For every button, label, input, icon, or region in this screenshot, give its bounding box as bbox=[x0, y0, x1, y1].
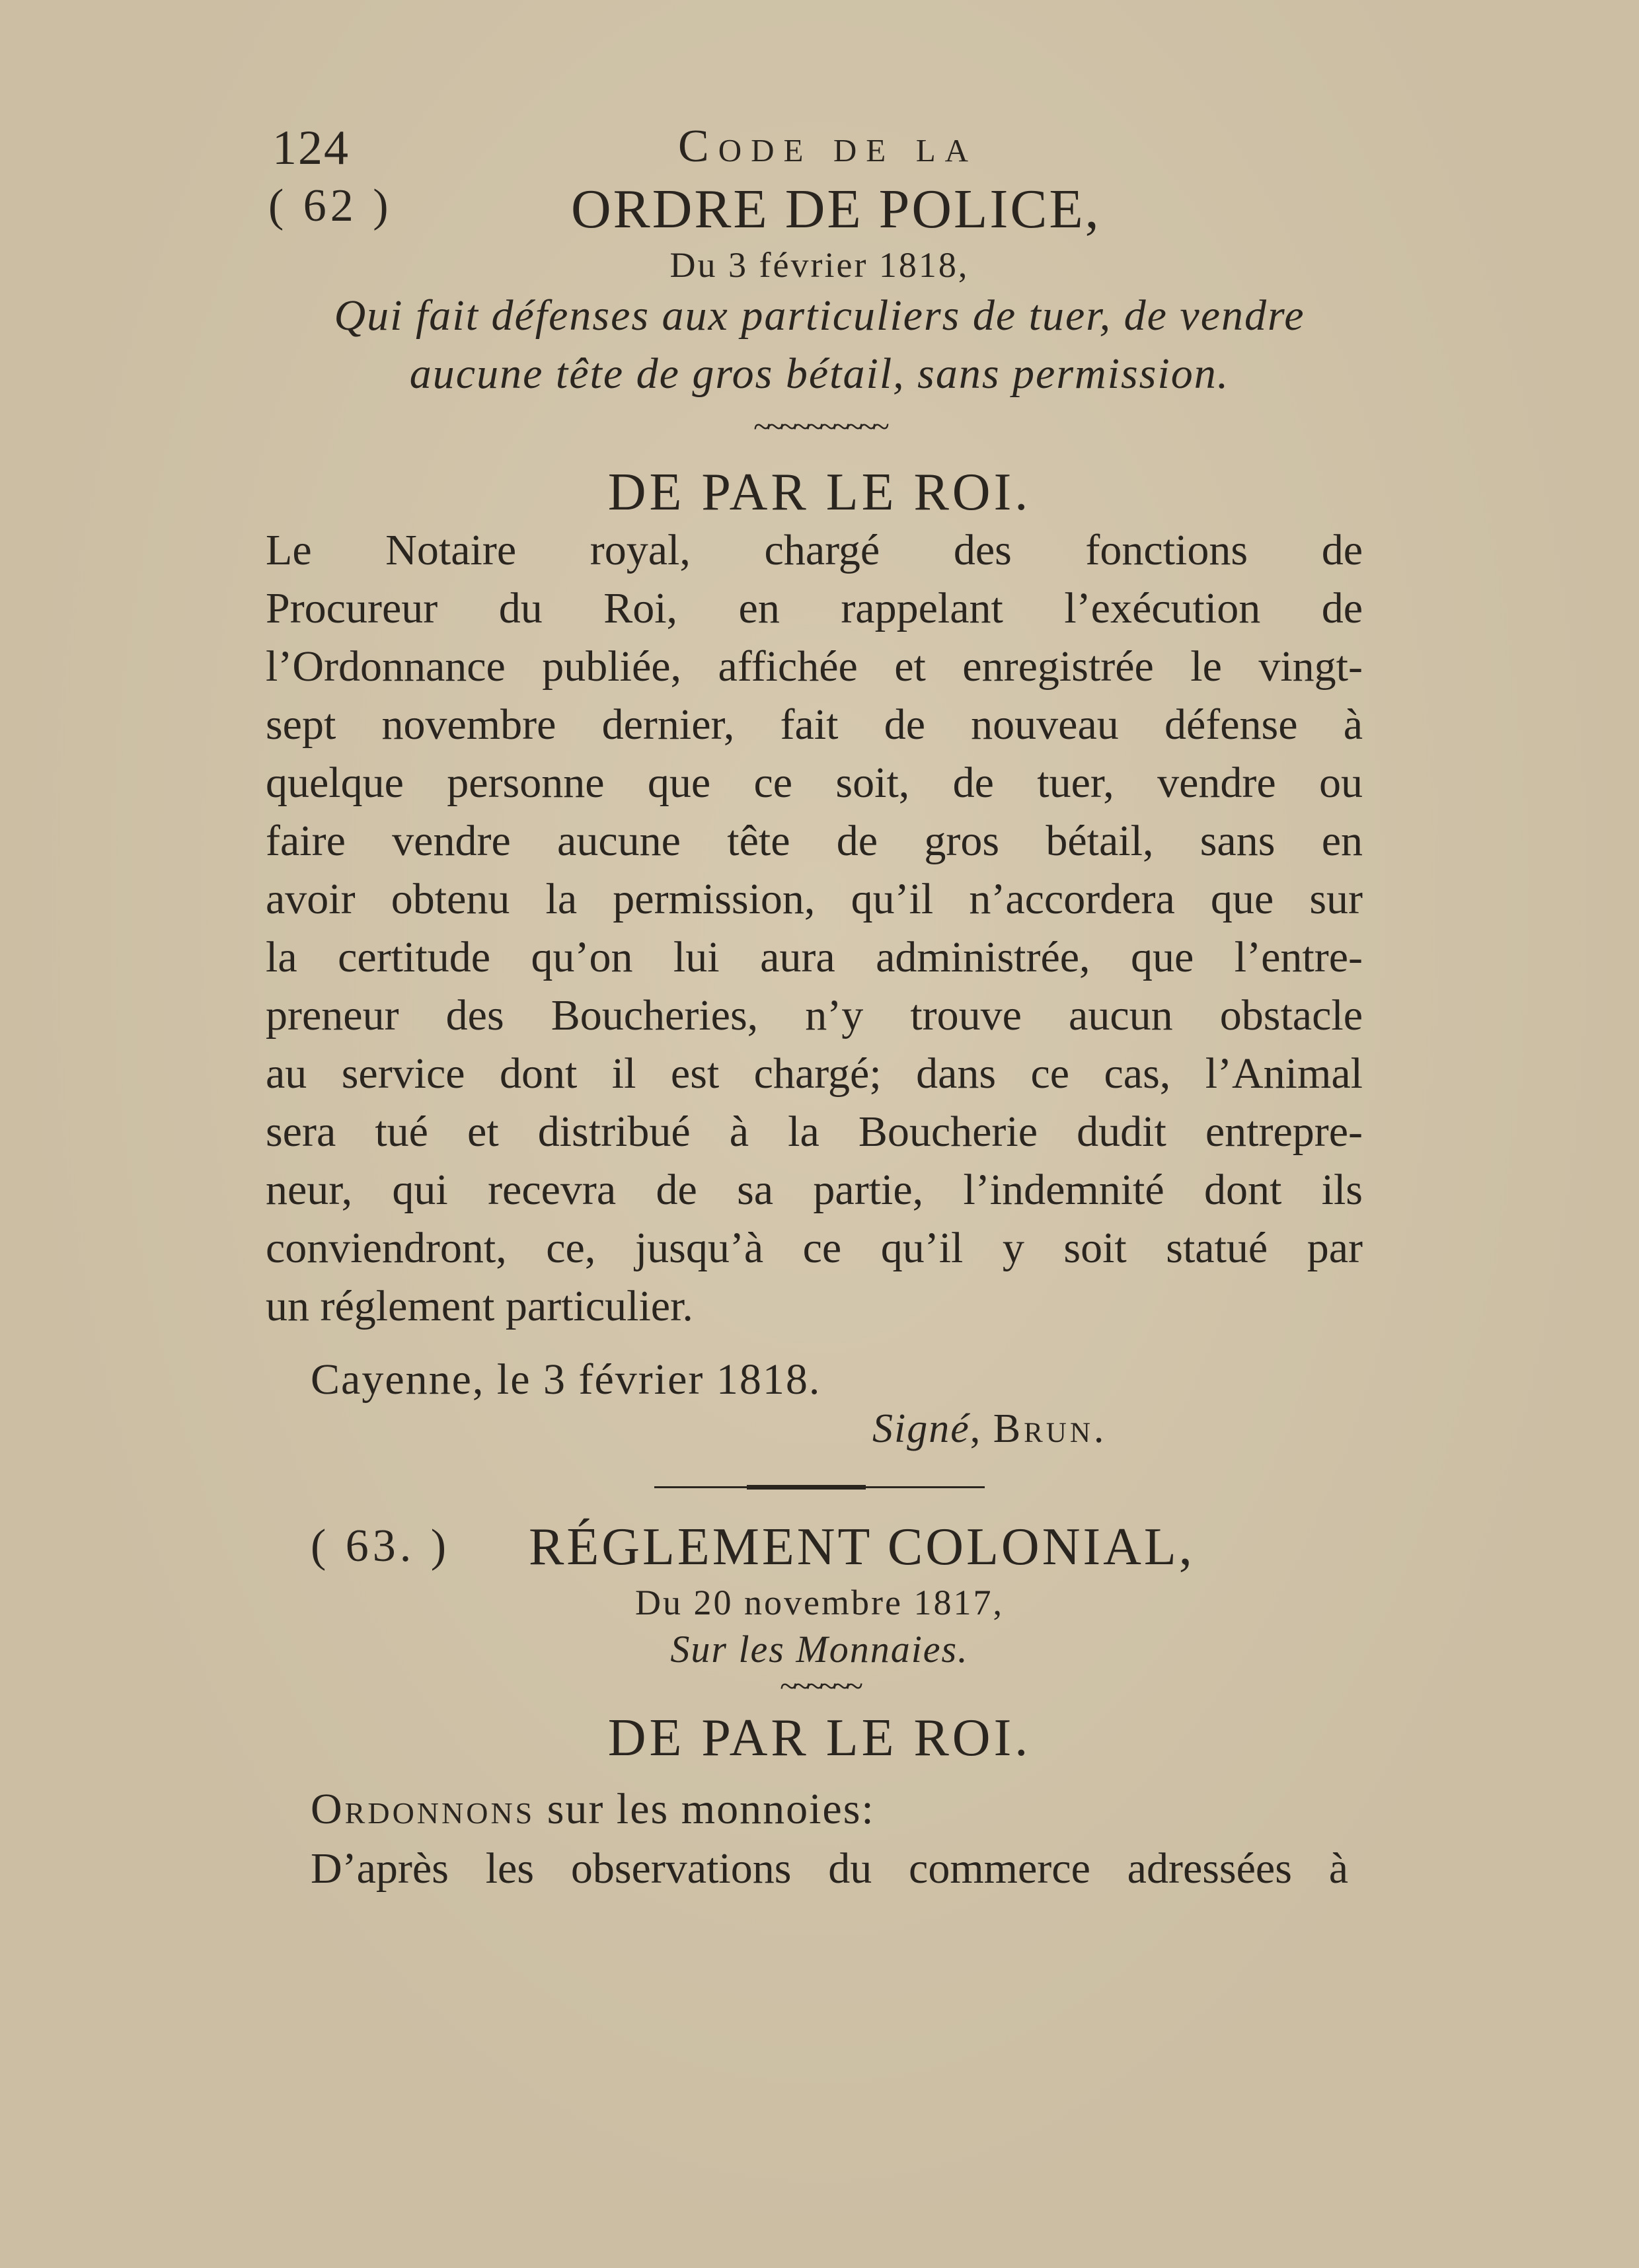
body-line: la certitude qu’on lui aura administrée, que l’entre- bbox=[266, 933, 1363, 981]
body-line: sera tué et distribué à la Boucherie dudit entrepre- bbox=[266, 1108, 1363, 1156]
body-line: Le Notaire royal, chargé des fonctions de bbox=[266, 526, 1363, 574]
ornament-divider-63: ~~~~~~ bbox=[780, 1669, 859, 1704]
signature: Signé, Brun. bbox=[872, 1406, 1108, 1451]
dateline-63: Du 20 novembre 1817, bbox=[635, 1583, 1004, 1622]
place-and-date: Cayenne, le 3 février 1818. bbox=[311, 1355, 821, 1404]
item-number-62: ( 62 ) bbox=[268, 180, 393, 231]
subtitle-line-2: aucune tête de gros bétail, sans permission. bbox=[409, 350, 1230, 398]
body-line: conviendront, ce, jusqu’à ce qu’il y soit statué par bbox=[266, 1224, 1363, 1272]
body-line: preneur des Boucheries, n’y trouve aucun obstacle bbox=[266, 991, 1363, 1040]
page-number: 124 bbox=[272, 121, 350, 175]
body-line: un réglement particulier. bbox=[266, 1282, 693, 1330]
body-line: neur, qui recevra de sa partie, l’indemnité dont ils bbox=[266, 1166, 1363, 1214]
section-heading-62: DE PAR LE ROI. bbox=[607, 463, 1032, 521]
lead-word: Ordonnons bbox=[311, 1785, 535, 1833]
body-line: faire vendre aucune tête de gros bétail, sans en bbox=[266, 817, 1363, 865]
subtitle-63: Sur les Monnaies. bbox=[670, 1628, 969, 1671]
section-separator-rule-center bbox=[747, 1485, 866, 1490]
item-number-63: ( 63. ) bbox=[311, 1521, 451, 1571]
ornament-divider-62: ~~~~~~~~~~ bbox=[753, 409, 886, 444]
running-head: Code de la bbox=[678, 121, 978, 172]
lead-line bbox=[311, 1784, 875, 1834]
section-heading-63: DE PAR LE ROI. bbox=[607, 1709, 1032, 1767]
signature-name: Brun. bbox=[993, 1406, 1108, 1451]
document-title-63: RÉGLEMENT COLONIAL, bbox=[529, 1518, 1195, 1576]
document-title-62: ORDRE DE POLICE, bbox=[571, 178, 1101, 240]
dateline-62: Du 3 février 1818, bbox=[669, 245, 970, 285]
body-line: D’après les observations du commerce adressées à bbox=[311, 1844, 1348, 1893]
body-line: l’Ordonnance publiée, affichée et enregistrée le vingt- bbox=[266, 642, 1363, 691]
body-line: Procureur du Roi, en rappelant l’exécution de bbox=[266, 584, 1363, 632]
subtitle-line-1: Qui fait défenses aux particuliers de tuer, de vendre bbox=[334, 291, 1305, 340]
body-line: sept novembre dernier, fait de nouveau défense à bbox=[266, 700, 1363, 749]
lead-rest: sur les monnoies: bbox=[535, 1785, 875, 1833]
body-line: quelque personne que ce soit, de tuer, vendre ou bbox=[266, 759, 1363, 807]
body-line: avoir obtenu la permission, qu’il n’accordera que sur bbox=[266, 875, 1363, 923]
signature-label: Signé bbox=[872, 1406, 970, 1451]
body-line: au service dont il est chargé; dans ce cas, l’Animal bbox=[266, 1049, 1363, 1098]
